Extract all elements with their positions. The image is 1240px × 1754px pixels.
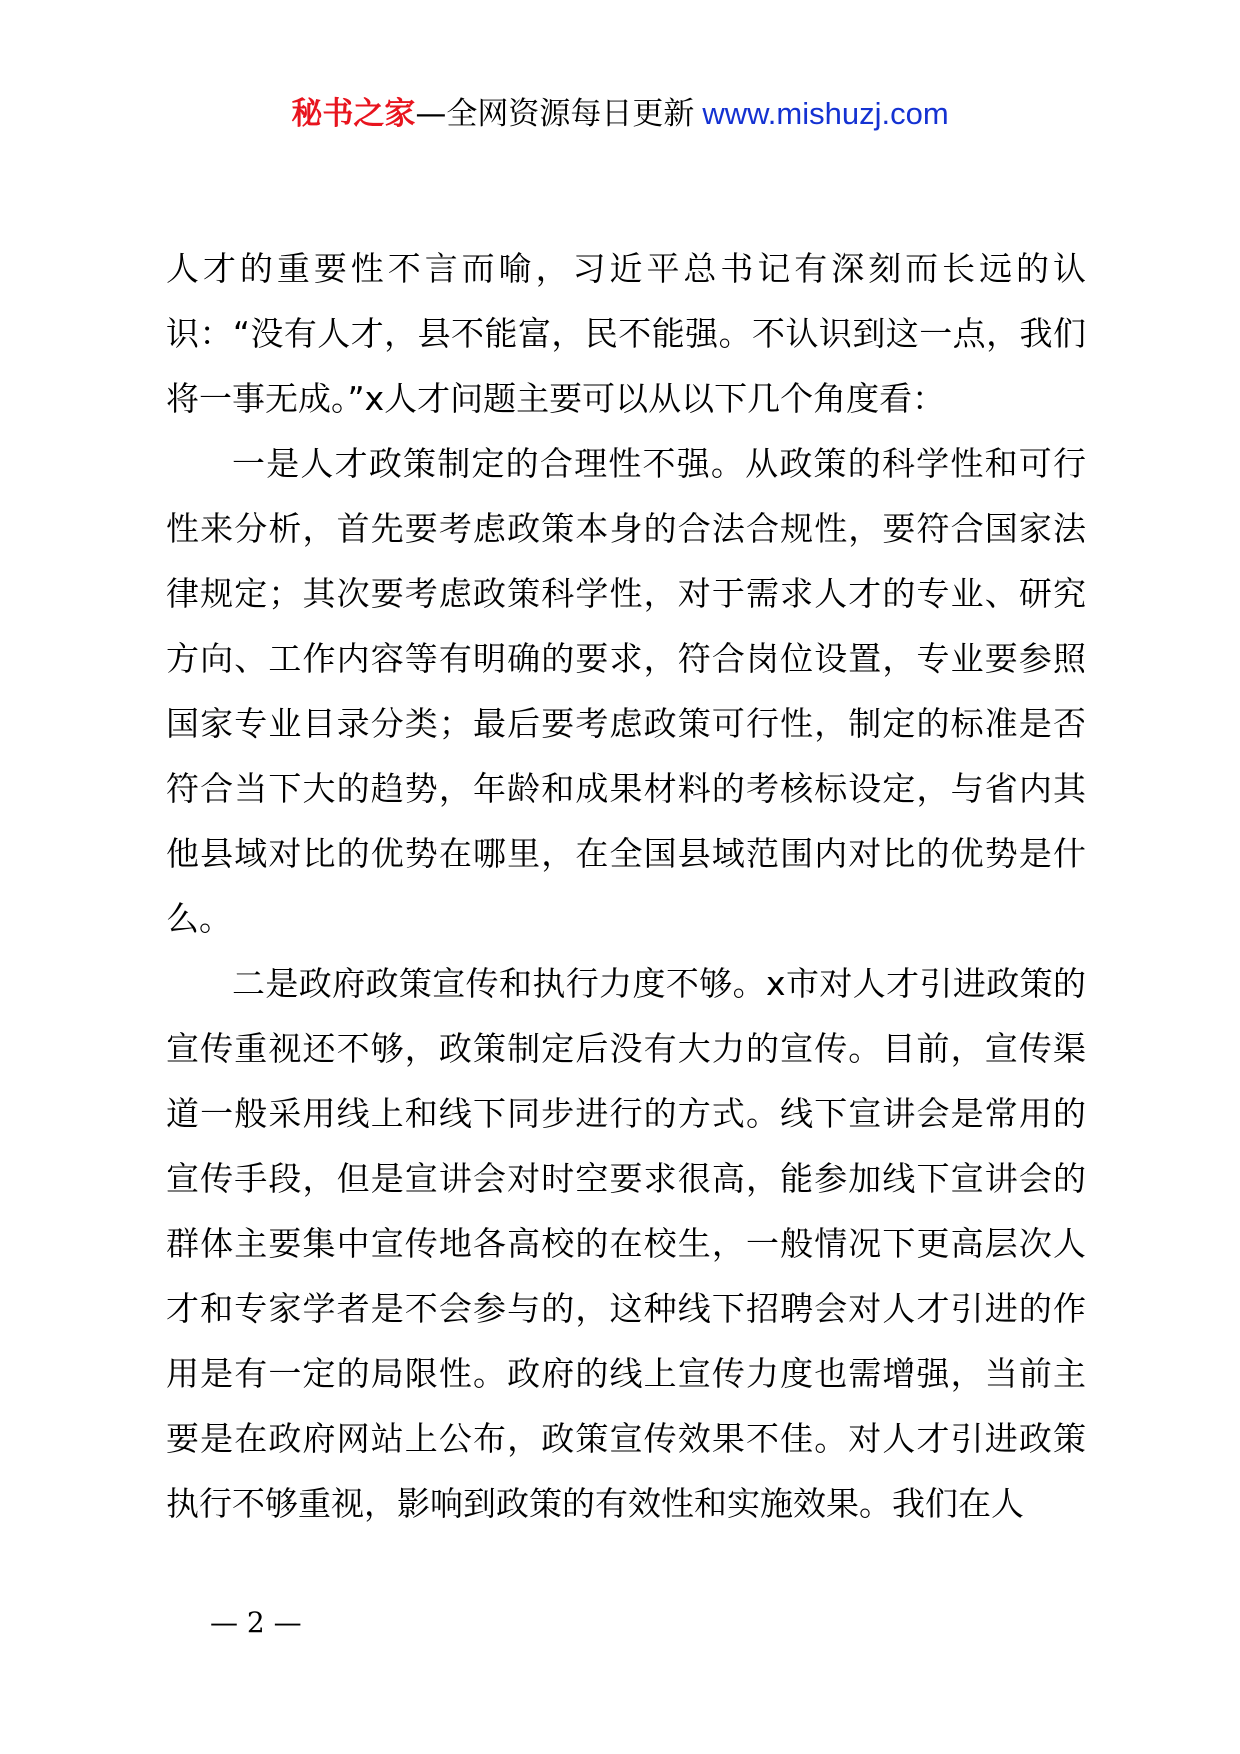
paragraph-point-one: 一是人才政策制定的合理性不强。从政策的科学性和可行性来分析，首先要考虑政策本身的合法合规性，要符合国家法律规定；其次要考虑政策科学性，对于需求人才的专业、研究方向、工作内容等有明确的要求，符合岗位设置，专业要参照国家专业目录分类；最后要考虑政策可行性，制定的标准是否符合当下大的趋势，年龄和成果材料的考核标设定，与省内其他县域对比的优势在哪里，在全国县域范围内对比的优势是什么。 xyxy=(166,444,1086,938)
site-brand: 秘书之家 xyxy=(291,96,416,132)
page-number: — 2 — xyxy=(210,1606,302,1639)
site-url-link[interactable]: www.mishuzj.com xyxy=(702,96,949,131)
site-header xyxy=(0,94,1240,134)
paragraph-point-two: 二是政府政策宣传和执行力度不够。x市对人才引进政策的宣传重视还不够，政策制定后没有大力的宣传。目前，宣传渠道一般采用线上和线下同步进行的方式。线下宣讲会是常用的宣传手段，但是宣讲会对时空要求很高，能参加线下宣讲会的群体主要集中宣传地各高校的在校生，一般情况下更高层次人才和专家学者是不会参与的，这种线下招聘会对人才引进的作用是有一定的局限性。政府的线上宣传力度也需增强，当前主要是在政府网站上公布，政策宣传效果不佳。对人才引进政策执行不够重视，影响到政策的有效性和实施效果。我们在人 xyxy=(166,964,1086,1523)
site-slogan: —全网资源每日更新 xyxy=(415,96,695,132)
paragraph-intro: 人才的重要性不言而喻，习近平总书记有深刻而长远的认识：“没有人才，县不能富，民不能强。不认识到这一点，我们将一事无成。”x人才问题主要可以从以下几个角度看： xyxy=(166,249,1086,418)
document-body xyxy=(166,236,1086,1536)
